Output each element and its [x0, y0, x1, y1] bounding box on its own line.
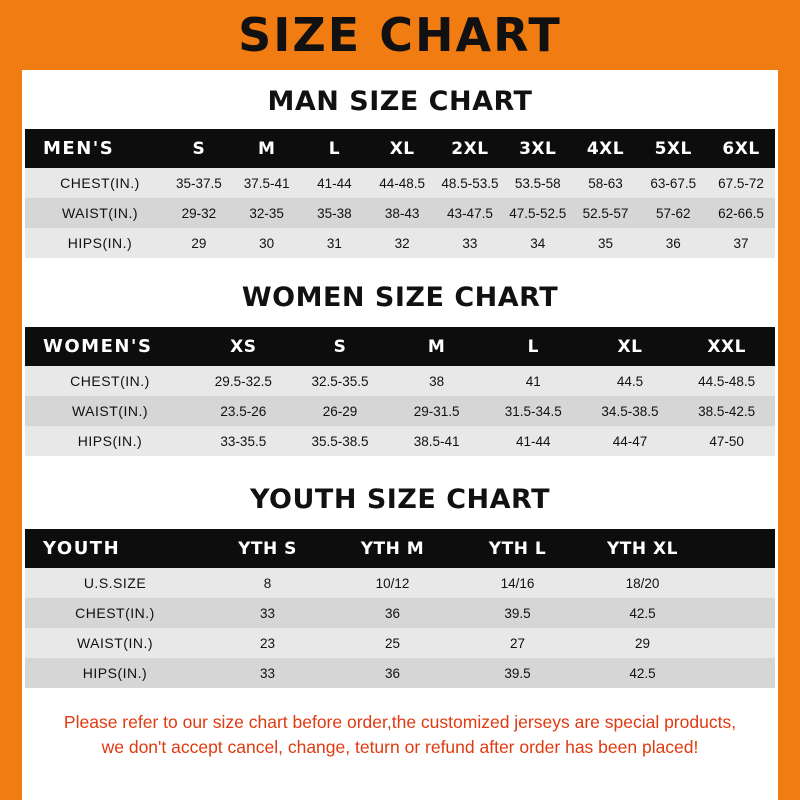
men-cell-2-8: 37: [733, 235, 749, 251]
men-row-label-1: WAIST(IN.): [61, 205, 139, 221]
table-row: [25, 228, 775, 258]
table-row: [25, 426, 775, 456]
women-size-col-3: L: [527, 336, 539, 357]
women-cell-2-4: 44-47: [612, 433, 648, 449]
table-row: [25, 168, 775, 198]
youth-size-col-spacer: [705, 529, 775, 568]
men-cell-2-7: 36: [665, 235, 681, 251]
women-cell-2-2: 38.5-41: [413, 433, 460, 449]
table-row: [25, 366, 775, 396]
women-size-col-1: S: [333, 336, 347, 357]
men-cell-2-1: 30: [259, 235, 275, 251]
women-row-label-1: WAIST(IN.): [71, 403, 149, 419]
men-cell-2-3: 32: [394, 235, 410, 251]
women-cell-2-0: 33-35.5: [220, 433, 267, 449]
women-cell-0-4: 44.5: [616, 373, 644, 389]
men-cell-0-6: 58-63: [588, 175, 623, 191]
women-cell-2-5: 47-50: [709, 433, 744, 449]
women-size-col-0: XS: [230, 336, 257, 357]
women-row-label-0: CHEST(IN.): [70, 373, 150, 389]
women-cell-0-1: 32.5-35.5: [311, 373, 369, 389]
women-row-label-2: HIPS(IN.): [77, 433, 143, 449]
youth-size-col-2: YTH L: [488, 538, 547, 559]
youth-cell-0-2: 14/16: [500, 575, 535, 591]
youth-size-col-1: YTH M: [360, 538, 425, 559]
table-row: [25, 568, 775, 598]
men-size-col-2: L: [328, 138, 341, 159]
women-size-table: [25, 327, 775, 456]
men-cell-2-4: 33: [462, 235, 478, 251]
women-cell-2-1: 35.5-38.5: [311, 433, 369, 449]
table-row: [25, 198, 775, 228]
youth-cell-3-spacer: [705, 658, 775, 688]
men-cell-1-2: 35-38: [317, 205, 352, 221]
women-cell-1-3: 31.5-34.5: [504, 403, 562, 419]
men-cell-1-4: 43-47.5: [447, 205, 493, 221]
youth-cell-3-0: 33: [259, 665, 276, 681]
women-cell-1-5: 38.5-42.5: [698, 403, 756, 419]
youth-cell-2-2: 27: [509, 635, 526, 651]
table-row: [25, 598, 775, 628]
men-corner-label: MEN'S: [43, 138, 115, 159]
table-row: [25, 628, 775, 658]
men-size-col-3: XL: [389, 138, 415, 159]
men-size-col-5: 3XL: [519, 138, 557, 159]
women-cell-2-3: 41-44: [516, 433, 551, 449]
women-table-header-row: [25, 327, 775, 366]
men-cell-0-4: 48.5-53.5: [441, 175, 499, 191]
youth-section-title: YOUTH SIZE CHART: [249, 484, 551, 515]
youth-corner-label: YOUTH: [43, 538, 121, 559]
youth-cell-1-spacer: [705, 598, 775, 628]
men-cell-1-8: 62-66.5: [718, 205, 764, 221]
men-table-header-row: [25, 129, 775, 168]
youth-cell-3-3: 42.5: [629, 665, 656, 681]
men-cell-1-1: 32-35: [249, 205, 284, 221]
women-cell-1-0: 23.5-26: [220, 403, 267, 419]
women-cell-0-0: 29.5-32.5: [214, 373, 272, 389]
youth-cell-3-1: 36: [384, 665, 401, 681]
youth-cell-2-spacer: [705, 628, 775, 658]
youth-size-col-3: YTH XL: [607, 538, 678, 559]
women-size-col-2: M: [427, 336, 446, 357]
men-cell-0-0: 35-37.5: [175, 175, 222, 191]
youth-cell-1-1: 36: [384, 605, 401, 621]
men-cell-1-3: 38-43: [384, 205, 420, 221]
youth-table-header-row: [25, 529, 775, 568]
youth-row-label-1: CHEST(IN.): [75, 605, 155, 621]
youth-size-col-0: YTH S: [238, 538, 297, 559]
men-row-label-0: CHEST(IN.): [60, 175, 140, 191]
men-size-col-6: 4XL: [586, 138, 625, 159]
men-cell-1-7: 57-62: [655, 205, 691, 221]
table-row: [25, 396, 775, 426]
men-cell-2-5: 34: [530, 235, 546, 251]
men-cell-2-0: 29: [191, 235, 207, 251]
women-cell-0-5: 44.5-48.5: [698, 373, 756, 389]
youth-size-table: [25, 529, 775, 688]
men-cell-0-8: 67.5-72: [718, 175, 764, 191]
men-size-col-7: 5XL: [654, 138, 692, 159]
youth-cell-0-1: 10/12: [375, 575, 410, 591]
men-cell-2-2: 31: [326, 235, 342, 251]
youth-cell-0-0: 8: [263, 575, 272, 591]
youth-cell-2-0: 23: [259, 635, 276, 651]
page-title: SIZE CHART: [238, 8, 562, 62]
footer-note: [24, 710, 776, 761]
men-row-label-2: HIPS(IN.): [67, 235, 133, 251]
table-row: [25, 658, 775, 688]
men-size-col-0: S: [192, 138, 206, 159]
men-cell-0-5: 53.5-58: [514, 175, 561, 191]
women-cell-0-2: 38: [429, 373, 445, 389]
men-size-col-1: M: [257, 138, 276, 159]
women-cell-1-4: 34.5-38.5: [601, 403, 659, 419]
men-cell-1-6: 52.5-57: [582, 205, 629, 221]
men-cell-0-1: 37.5-41: [243, 175, 290, 191]
youth-cell-1-2: 39.5: [504, 605, 531, 621]
men-cell-1-5: 47.5-52.5: [509, 205, 567, 221]
footer-note-line-1: Please refer to our size chart before order,the customized jerseys are special products,: [63, 712, 737, 732]
chart-content: [0, 86, 800, 761]
men-size-col-8: 6XL: [722, 138, 760, 159]
youth-cell-0-3: 18/20: [625, 575, 660, 591]
men-cell-0-7: 63-67.5: [650, 175, 697, 191]
youth-row-label-2: WAIST(IN.): [76, 635, 154, 651]
women-cell-0-3: 41: [525, 373, 541, 389]
youth-row-label-3: HIPS(IN.): [82, 665, 148, 681]
youth-cell-2-1: 25: [384, 635, 401, 651]
men-cell-1-0: 29-32: [181, 205, 217, 221]
women-size-col-5: XXL: [707, 336, 746, 357]
men-size-col-4: 2XL: [451, 138, 489, 159]
women-corner-label: WOMEN'S: [43, 336, 153, 357]
men-cell-0-3: 44-48.5: [379, 175, 426, 191]
youth-cell-0-spacer: [705, 568, 775, 598]
men-cell-0-2: 41-44: [317, 175, 352, 191]
youth-row-label-0: U.S.SIZE: [83, 575, 147, 591]
youth-cell-1-0: 33: [259, 605, 276, 621]
women-size-col-4: XL: [617, 336, 643, 357]
youth-cell-2-3: 29: [634, 635, 651, 651]
men-section-title: MAN SIZE CHART: [267, 86, 533, 117]
women-cell-1-1: 26-29: [322, 403, 358, 419]
women-cell-1-2: 29-31.5: [413, 403, 460, 419]
youth-cell-3-2: 39.5: [504, 665, 531, 681]
men-cell-2-6: 35: [597, 235, 613, 251]
page-header: [0, 0, 800, 70]
footer-note-line-2: we don't accept cancel, change, teturn or refund after order has been placed!: [101, 737, 699, 758]
men-size-table: [25, 129, 775, 258]
women-section-title: WOMEN SIZE CHART: [241, 282, 559, 313]
youth-cell-1-3: 42.5: [629, 605, 656, 621]
